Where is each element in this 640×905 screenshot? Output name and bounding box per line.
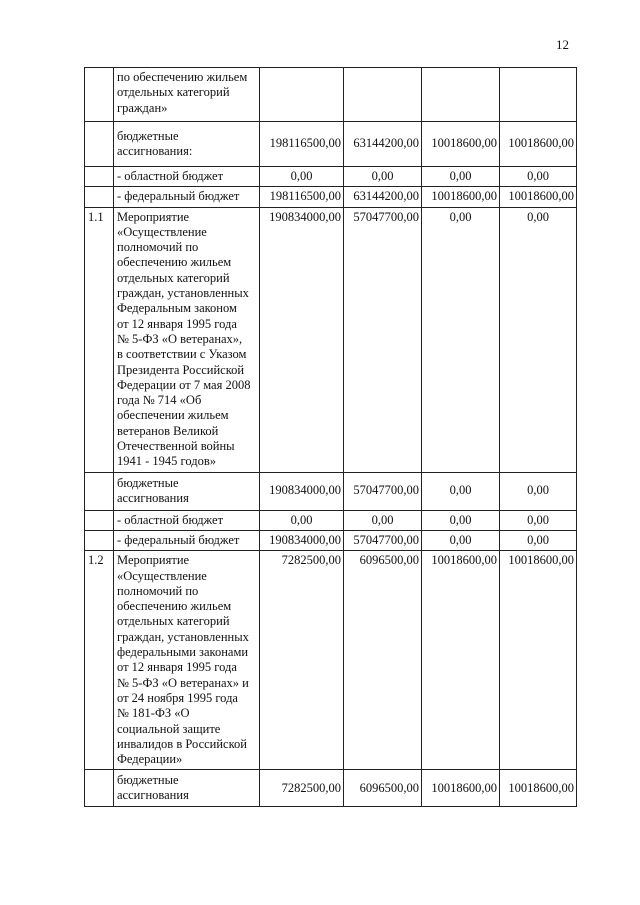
description-line: отдельных категорий <box>117 270 230 285</box>
amount-cell-4 <box>500 68 577 122</box>
amount-cell-4: 0,00 <box>500 510 577 530</box>
amount-cell-1: 0,00 <box>260 167 344 187</box>
amount-cell-2 <box>344 68 422 122</box>
description-line: Федерации от 7 мая 2008 <box>117 377 251 392</box>
description-line: ветеранов Великой <box>117 423 219 438</box>
description-line: от 24 ноября 1995 года <box>117 690 238 705</box>
description-cell <box>114 187 260 207</box>
description-line: инвалидов в Российской <box>117 736 247 751</box>
description-line: ассигнования: <box>117 144 193 158</box>
amount-cell-2: 63144200,00 <box>344 187 422 207</box>
description-line: отдельных категорий <box>117 85 230 100</box>
row-number-cell <box>85 770 114 807</box>
description-cell <box>114 207 260 472</box>
amount-cell-4: 10018600,00 <box>500 551 577 770</box>
amount-cell-3: 0,00 <box>422 472 500 510</box>
amount-cell-1: 190834000,00 <box>260 207 344 472</box>
description-line: полномочий по <box>117 240 199 255</box>
amount-cell-3: 10018600,00 <box>422 551 500 770</box>
amount-cell-2: 57047700,00 <box>344 530 422 550</box>
amount-cell-4: 10018600,00 <box>500 122 577 167</box>
description-cell <box>114 68 260 122</box>
amount-cell-1: 190834000,00 <box>260 472 344 510</box>
amount-cell-1 <box>260 68 344 122</box>
row-number-cell: 1.2 <box>85 551 114 770</box>
amount-cell-4: 0,00 <box>500 530 577 550</box>
description-line: № 5-ФЗ «О ветеранах» и <box>117 675 249 690</box>
table-row <box>85 770 577 807</box>
table-row <box>85 530 577 550</box>
description-line: федеральными законами <box>117 645 249 660</box>
row-number-cell <box>85 530 114 550</box>
amount-cell-3: 0,00 <box>422 167 500 187</box>
amount-cell-3 <box>422 68 500 122</box>
description-line: от 12 января 1995 года <box>117 316 237 331</box>
amount-cell-1: 198116500,00 <box>260 187 344 207</box>
table-row <box>85 187 577 207</box>
description-line: - федеральный бюджет <box>117 532 240 547</box>
description-line: социальной защите <box>117 721 221 736</box>
description-line: «Осуществление <box>117 568 207 583</box>
table-row <box>85 167 577 187</box>
description-line: Отечественной войны <box>117 439 235 454</box>
table-row <box>85 551 577 770</box>
description-line: обеспечении жильем <box>117 408 229 423</box>
amount-cell-3: 0,00 <box>422 207 500 472</box>
description-line: Федерации» <box>117 752 183 767</box>
description-line: Мероприятие <box>117 209 190 224</box>
amount-cell-3: 0,00 <box>422 530 500 550</box>
table-row <box>85 122 577 167</box>
amount-cell-4: 10018600,00 <box>500 187 577 207</box>
description-line: граждан, установленных <box>117 286 249 301</box>
description-cell <box>114 510 260 530</box>
row-number-cell <box>85 187 114 207</box>
amount-cell-2: 63144200,00 <box>344 122 422 167</box>
description-cell <box>114 122 260 167</box>
amount-cell-1: 198116500,00 <box>260 122 344 167</box>
description-cell <box>114 472 260 510</box>
description-line: ассигнования <box>117 491 189 506</box>
amount-cell-1: 190834000,00 <box>260 530 344 550</box>
description-line: в соответствии с Указом <box>117 347 247 362</box>
budget-table-body <box>85 68 577 807</box>
budget-table <box>84 67 577 807</box>
description-line: бюджетные <box>117 475 179 490</box>
amount-cell-3: 10018600,00 <box>422 770 500 807</box>
description-line: 1941 - 1945 годов» <box>117 454 217 469</box>
description-line: Мероприятие <box>117 553 190 568</box>
description-line: № 181-ФЗ «О <box>117 706 190 721</box>
amount-cell-2: 6096500,00 <box>344 770 422 807</box>
row-number-cell <box>85 472 114 510</box>
amount-cell-2: 0,00 <box>344 167 422 187</box>
table-row <box>85 207 577 472</box>
amount-cell-1: 7282500,00 <box>260 770 344 807</box>
amount-cell-3: 10018600,00 <box>422 122 500 167</box>
amount-cell-4: 10018600,00 <box>500 770 577 807</box>
description-line: года № 714 «Об <box>117 393 202 408</box>
description-line: полномочий по <box>117 583 199 598</box>
table-row <box>85 510 577 530</box>
amount-cell-1: 0,00 <box>260 510 344 530</box>
description-line: по обеспечению жильем <box>117 70 248 84</box>
row-number-cell <box>85 68 114 122</box>
description-line: - областной бюджет <box>117 512 224 527</box>
description-cell <box>114 770 260 807</box>
description-line: ассигнования <box>117 788 189 803</box>
description-line: граждан» <box>117 100 168 115</box>
description-line: отдельных категорий <box>117 614 230 629</box>
description-line: Федеральным законом <box>117 301 237 316</box>
amount-cell-2: 6096500,00 <box>344 551 422 770</box>
description-line: граждан, установленных <box>117 629 249 644</box>
description-line: «Осуществление <box>117 224 207 239</box>
description-line: обеспечению жильем <box>117 599 232 614</box>
row-number-cell <box>85 122 114 167</box>
description-cell <box>114 530 260 550</box>
row-number-cell: 1.1 <box>85 207 114 472</box>
table-row <box>85 472 577 510</box>
amount-cell-1: 7282500,00 <box>260 551 344 770</box>
description-line: Президента Российской <box>117 362 245 377</box>
description-line: бюджетные <box>117 128 179 143</box>
description-cell <box>114 551 260 770</box>
row-number-cell <box>85 510 114 530</box>
description-line: от 12 января 1995 года <box>117 660 237 675</box>
table-row <box>85 68 577 122</box>
description-cell <box>114 167 260 187</box>
amount-cell-2: 57047700,00 <box>344 207 422 472</box>
amount-cell-3: 0,00 <box>422 510 500 530</box>
amount-cell-4: 0,00 <box>500 167 577 187</box>
description-line: - федеральный бюджет <box>117 189 240 204</box>
page-number: 12 <box>556 37 569 52</box>
description-line: обеспечению жильем <box>117 255 232 270</box>
amount-cell-3: 10018600,00 <box>422 187 500 207</box>
amount-cell-4: 0,00 <box>500 207 577 472</box>
amount-cell-2: 57047700,00 <box>344 472 422 510</box>
description-line: бюджетные <box>117 773 179 788</box>
amount-cell-2: 0,00 <box>344 510 422 530</box>
row-number-cell <box>85 167 114 187</box>
amount-cell-4: 0,00 <box>500 472 577 510</box>
description-line: - областной бюджет <box>117 169 224 183</box>
description-line: № 5-ФЗ «О ветеранах», <box>117 331 243 346</box>
